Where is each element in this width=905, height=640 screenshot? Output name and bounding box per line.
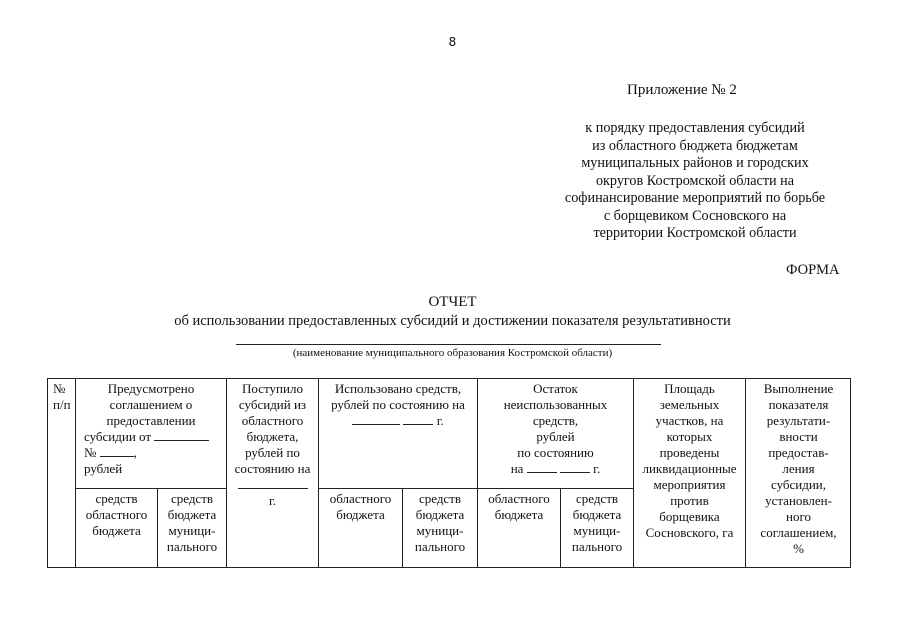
header-execution-line: вности (779, 429, 818, 444)
planned-number-prefix: № (84, 445, 97, 460)
header-used-line: рублей по состоянию на (331, 397, 465, 412)
sub-line: муници- (416, 523, 464, 538)
header-planned-number-line (76, 445, 226, 461)
header-used-municipal (402, 488, 477, 568)
remainder-date-prefix: на (510, 461, 524, 476)
header-number-line: № (53, 381, 66, 396)
form-label: ФОРМА (786, 262, 840, 278)
header-received-line: областного (241, 413, 304, 428)
header-remainder-municipal (560, 488, 633, 568)
header-planned-line: Предусмотрено (107, 381, 195, 396)
sub-line: пального (414, 539, 466, 554)
appendix-line: из областного бюджета бюджетам (592, 137, 798, 154)
appendix-title: Приложение № 2 (627, 82, 737, 98)
sub-line: бюджета (336, 507, 385, 522)
header-received-line: бюджета, (246, 429, 299, 444)
header-remainder-line: неиспользованных (503, 397, 608, 412)
header-received-line: Поступило (242, 381, 303, 396)
sub-line: муници- (168, 523, 216, 538)
header-remainder-date-line (478, 461, 633, 477)
sub-line: средств (170, 491, 214, 506)
used-month-blank (403, 413, 433, 425)
header-number (47, 378, 75, 568)
header-planned (75, 378, 226, 488)
appendix-description (530, 120, 860, 243)
remainder-date-blank (527, 461, 557, 473)
sub-line: средств (418, 491, 462, 506)
appendix-line: с борщевиком Сосновского на (603, 207, 787, 224)
header-execution (745, 378, 851, 568)
appendix-line: округов Костромской области на (595, 172, 795, 189)
sub-line: областного (329, 491, 392, 506)
header-used-date-line (319, 413, 477, 429)
header-area-line: Сосновского, га (645, 525, 734, 540)
header-area-line: которых (666, 429, 713, 444)
header-number-line: п/п (53, 397, 71, 412)
planned-number-blank (100, 445, 134, 457)
header-received-line: субсидий из (238, 397, 307, 412)
sub-line: областного (488, 491, 550, 506)
header-planned-line: предоставлении (106, 413, 196, 428)
header-area-line: борщевика (659, 509, 720, 524)
header-used-line: Использовано средств, (334, 381, 462, 396)
header-execution-line: соглашением, (760, 525, 837, 540)
sub-line: пального (571, 539, 623, 554)
sub-line: бюджета (572, 507, 622, 522)
sub-line: средств (95, 491, 138, 506)
header-area-line: мероприятия (653, 477, 726, 492)
header-execution-line: Выполнение (763, 381, 834, 396)
report-title: ОТЧЕТ (428, 294, 477, 310)
header-planned-regional (75, 488, 157, 568)
appendix-line: муниципальных районов и городских (581, 155, 809, 171)
header-planned-line: соглашением о (109, 397, 193, 412)
header-execution-line: результати- (766, 413, 831, 428)
header-execution-line: предостав- (768, 445, 829, 460)
remainder-year-suffix: г. (593, 461, 601, 476)
sub-line: муници- (573, 523, 621, 538)
sub-line: пального (166, 539, 218, 554)
header-received-line: рублей по (245, 445, 300, 460)
header-remainder-line: рублей (536, 429, 575, 444)
sub-line: средств (575, 491, 619, 506)
appendix-line: софинансирование мероприятий по борьбе (564, 190, 826, 206)
header-remainder-line: по состоянию (517, 445, 594, 460)
header-execution-line: установлен- (765, 493, 832, 508)
header-area (633, 378, 745, 568)
used-date-blank (352, 413, 400, 425)
header-received (226, 378, 318, 568)
sub-line: бюджета (494, 507, 544, 522)
header-used (318, 378, 477, 488)
planned-number-suffix: , (133, 445, 137, 460)
municipality-name-line (236, 344, 661, 345)
municipality-name-caption: (наименование муниципального образования Костромской области) (292, 347, 613, 359)
header-execution-line: ного (786, 509, 811, 524)
sub-line: бюджета (92, 523, 141, 538)
planned-rubles: рублей (84, 461, 123, 476)
header-remainder-regional (477, 488, 560, 568)
report-table (47, 378, 851, 568)
header-remainder (477, 378, 633, 488)
received-date-blank-row (227, 477, 318, 493)
header-remainder-line: Остаток (533, 381, 578, 396)
header-execution-line: % (793, 541, 804, 556)
header-remainder-line: средств, (532, 413, 579, 428)
planned-date-blank (154, 429, 209, 441)
used-year-suffix: г. (436, 413, 444, 428)
sub-line: бюджета (167, 507, 217, 522)
header-execution-line: показателя (768, 397, 829, 412)
page-number: 8 (448, 35, 457, 49)
report-subtitle: об использовании предоставленных субсидий и достижении показателя результативности (174, 313, 731, 329)
planned-date-prefix: субсидии от (84, 429, 152, 444)
header-area-line: Площадь (664, 381, 715, 396)
header-area-line: против (670, 493, 709, 508)
header-area-line: ликвидационные (642, 461, 737, 476)
received-date-blank (238, 477, 308, 489)
header-planned-municipal (157, 488, 226, 568)
appendix-line: к порядку предоставления субсидий (585, 120, 805, 136)
header-execution-line: ления (782, 461, 815, 476)
sub-line: областного (85, 507, 148, 522)
header-execution-line: субсидии, (770, 477, 827, 492)
header-area-line: проведены (659, 445, 720, 460)
header-used-regional (318, 488, 402, 568)
header-received-line: состоянию на (234, 461, 311, 476)
appendix-line: территории Костромской области (593, 225, 797, 241)
sub-line: бюджета (415, 507, 465, 522)
header-area-line: участков, на (655, 413, 724, 428)
header-planned-date-line (76, 429, 226, 445)
remainder-month-blank (560, 461, 590, 473)
received-year-suffix: г. (268, 493, 277, 508)
header-area-line: земельных (659, 397, 720, 412)
